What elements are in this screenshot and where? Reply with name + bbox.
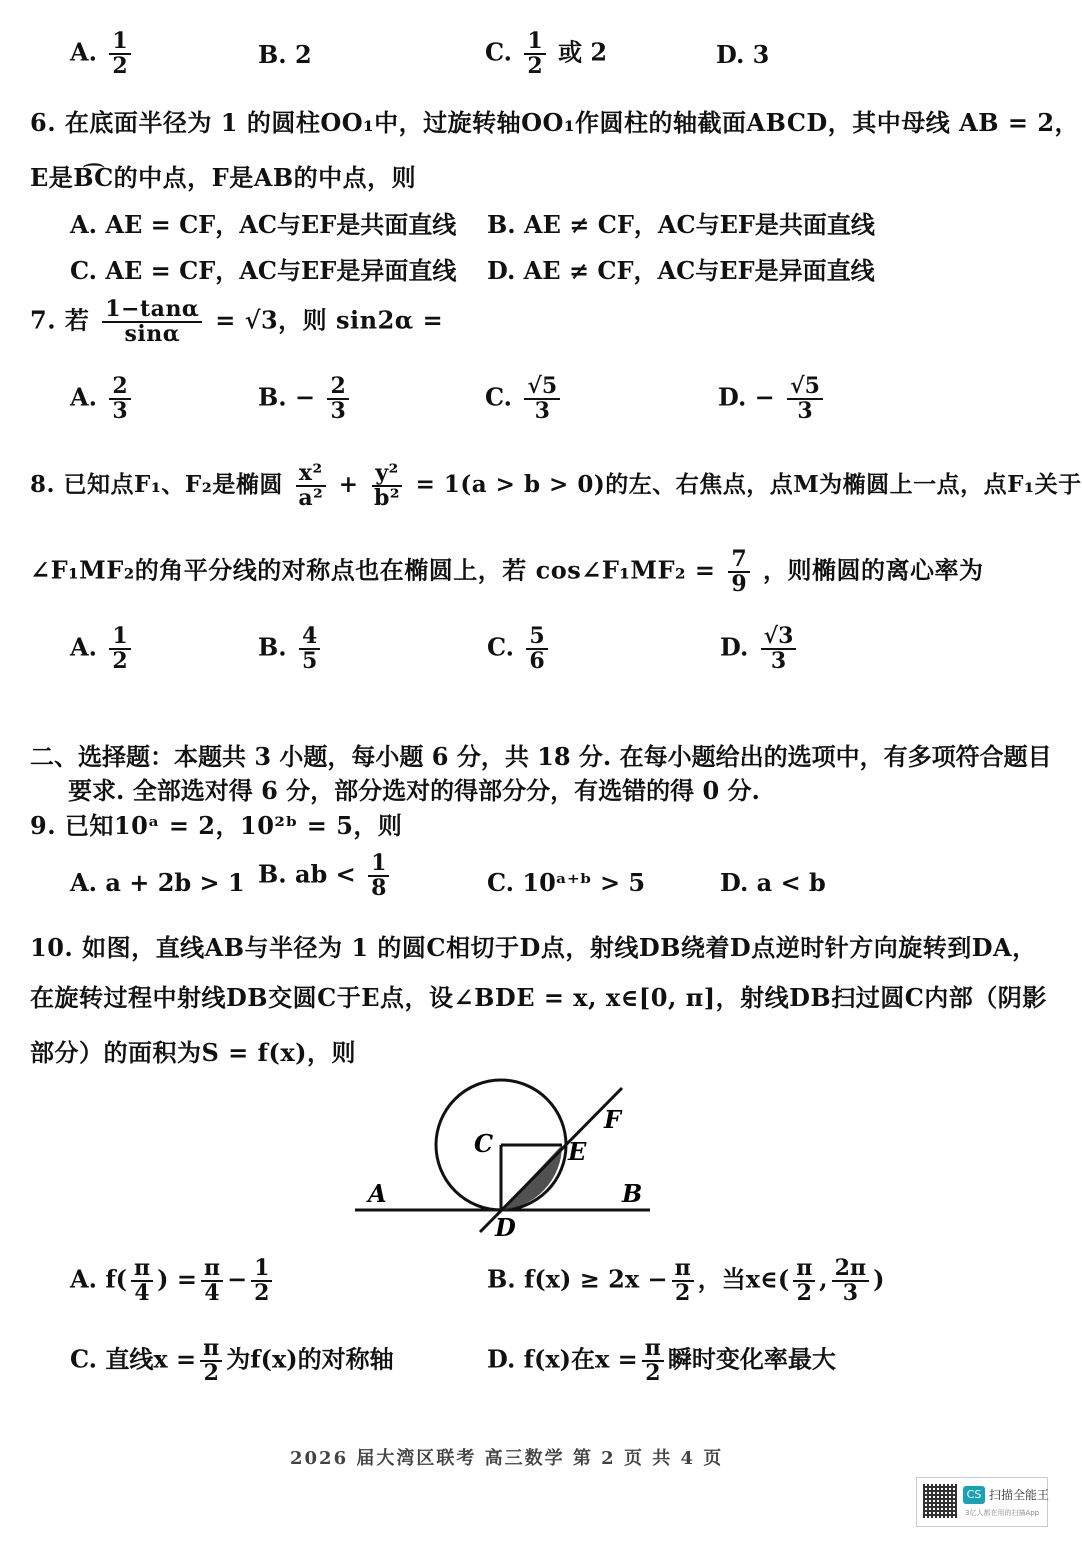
app-name: 扫描全能王 — [989, 1488, 1050, 1502]
app-tagline: 3亿人都在用的扫描App — [965, 1509, 1040, 1517]
section-heading-line1: 二、选择题：本题共 3 小题，每小题 6 分，共 18 分. 在每小题给出的选项中，有多项符合题目 — [30, 742, 1052, 771]
q6-option-d: D. AE ≠ CF，AC与EF是异面直线 — [487, 256, 875, 285]
qr-code-icon — [923, 1484, 957, 1518]
q5-option-b: B. 2 — [258, 40, 312, 69]
q7-stem: 7. 若 $\frac{1-\tan\alpha}{\sin\alpha}$ = √3，则 sin2α = — [30, 296, 444, 348]
q6-option-c: C. AE = CF，AC与EF是异面直线 — [70, 256, 457, 285]
q6-option-b: B. AE ≠ CF，AC与EF是共面直线 — [487, 210, 875, 239]
q8-option-c: C. $\frac{5}{6}$ — [487, 625, 552, 673]
q8-stem-line2: ∠F₁MF₂的角平分线的对称点也在椭圆上，若 cos∠F₁MF₂ = $\frac{7}{9}$ ，则椭圆的离心率为 — [30, 546, 984, 598]
q9-stem: 9. 已知10ᵃ = 2，10²ᵇ = 5，则 — [30, 811, 403, 840]
q5-option-c: C. $\frac{1}{2}$ 或 2 — [485, 28, 608, 80]
q6-stem-line1: 6. 在底面半径为 1 的圆柱OO₁中，过旋转轴OO₁作圆柱的轴截面ABCD，其中母线 AB = 2， — [30, 108, 1080, 137]
option-label: A. — [70, 37, 97, 67]
q6-option-a: A. AE = CF，AC与EF是共面直线 — [70, 210, 457, 239]
section-heading-line2: 要求. 全部选对得 6 分，部分选对的得部分分，有选错的得 0 分. — [68, 776, 760, 805]
q10-stem-line1: 10. 如图，直线AB与半径为 1 的圆C相切于D点，射线DB绕着D点逆时针方向旋转到DA， — [30, 933, 1037, 962]
q10-option-c: C. 直线x = $\frac{\pi}{2}$ 为f(x)的对称轴 — [70, 1335, 394, 1387]
q10-option-d: D. f(x)在x = $\frac{\pi}{2}$ 瞬时变化率最大 — [487, 1335, 836, 1387]
page-footer: 2026 届大湾区联考 高三数学 第 2 页 共 4 页 — [290, 1448, 724, 1469]
cs-logo-icon: CS — [963, 1486, 985, 1504]
q9-option-b: B. ab < $\frac{1}{8}$ — [258, 852, 393, 900]
q7-option-a: A. $\frac{2}{3}$ — [70, 375, 135, 423]
label-a: A — [368, 1179, 387, 1208]
q10-stem-line3: 部分）的面积为S = f(x)，则 — [30, 1038, 356, 1067]
q8-option-d: D. $\frac{√3}{3}$ — [720, 625, 800, 673]
fraction: $\frac{1}{2}$ — [524, 30, 545, 78]
q8-option-a: A. $\frac{1}{2}$ — [70, 625, 135, 673]
q7-option-c: C. $\frac{√5}{3}$ — [485, 375, 564, 423]
q7-option-b: B. − $\frac{2}{3}$ — [258, 375, 353, 423]
label-c: C — [474, 1129, 494, 1158]
label-d: D — [495, 1213, 516, 1242]
fraction: $\frac{1-\tan\alpha}{\sin\alpha}$ — [102, 298, 202, 346]
q9-option-d: D. a < b — [720, 868, 826, 897]
q10-option-b: B. f(x) ≥ 2x − $\frac{\pi}{2}$ ，当x∈( $\frac{\pi}{2}$ , $\frac{2\pi}{3}$ ) — [487, 1255, 885, 1307]
circle-tangent-figure — [340, 1080, 660, 1250]
q10-option-a: A. f( $\frac{\pi}{4}$ ) = $\frac{\pi}{4}$ − $\frac{1}{2}$ — [70, 1257, 276, 1305]
label-f: F — [604, 1105, 622, 1134]
q5-option-d: D. 3 — [716, 40, 770, 69]
label-e: E — [568, 1137, 587, 1166]
q9-option-a: A. a + 2b > 1 — [70, 868, 245, 897]
q9-option-c: C. 10ᵃ⁺ᵇ > 5 — [487, 868, 646, 897]
q10-stem-line2: 在旋转过程中射线DB交圆C于E点，设∠BDE = x, x∈[0, π]，射线DB扫过圆C内部（阴影 — [30, 983, 1047, 1012]
label-b: B — [622, 1179, 643, 1208]
q8-stem-line1: 8. 已知点F₁、F₂是椭圆 $\frac{\text{x²}}{\text{a²}}$ + $\frac{\text{y²}}{\text{b²}}$ = 1(a > b > 0)的左、右焦点，点M为椭圆上一点，点F₁关于 — [30, 460, 1082, 512]
q7-option-d: D. − $\frac{√5}{3}$ — [718, 375, 827, 423]
q6-stem-line2: E是B͡C的中点，F是AB的中点，则 — [30, 163, 417, 192]
q5-option-a — [70, 30, 135, 78]
q8-option-b: B. $\frac{4}{5}$ — [258, 625, 324, 673]
scanner-watermark-badge — [916, 1477, 1048, 1527]
fraction: $\frac{1}{2}$ — [109, 30, 130, 78]
